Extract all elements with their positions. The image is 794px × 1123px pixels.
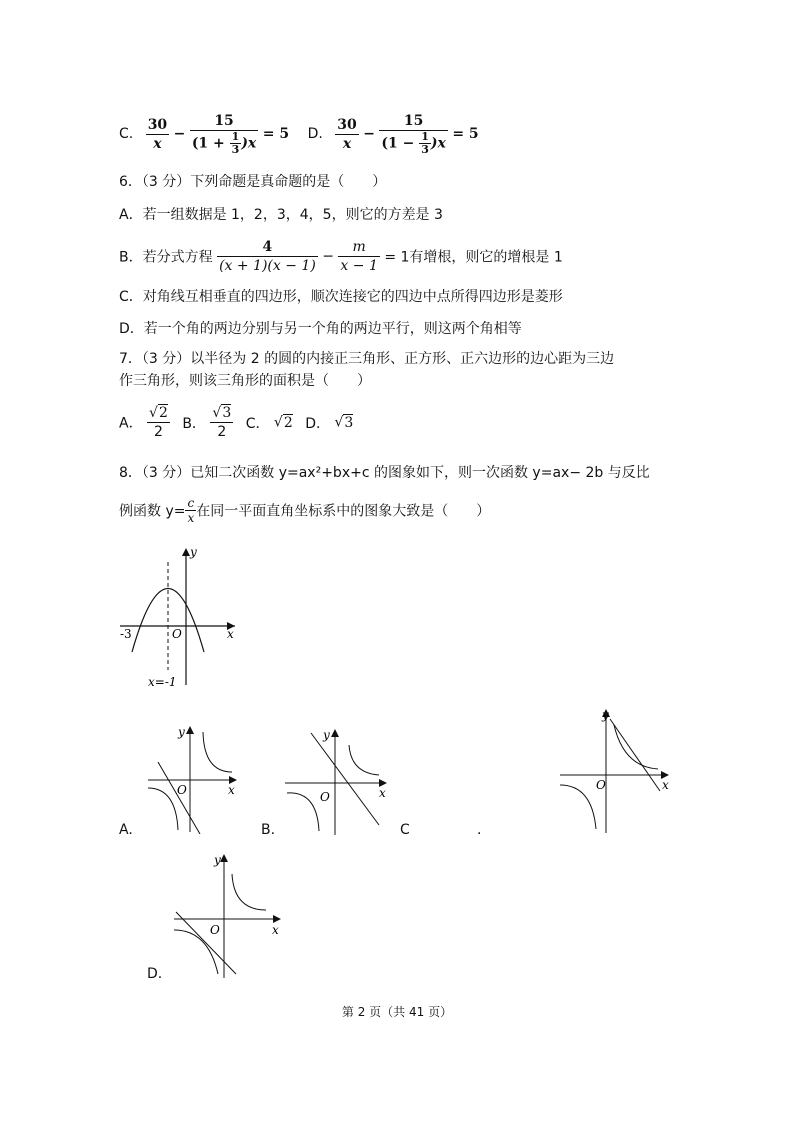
- y-axis-label: y: [190, 545, 197, 559]
- svg-text:y: y: [602, 708, 609, 722]
- q5-options: C. $\frac{30}{x}$ − 15 (1 + $\frac{1}{3}$ )x = 5 D. $\frac{30}{x}$ − 15 (1 − $\frac{1}{3}$ )x = 5: [119, 113, 479, 156]
- svg-text:O: O: [210, 923, 220, 937]
- option-d-label: D.: [147, 966, 163, 982]
- q6-option-b: B．若分式方程 $\frac{4}{(x + 1)(x - 1)}$ − $\frac{m}{x - 1}$ = 1有增根，则它的增根是 1: [119, 239, 563, 274]
- q8-stem-line1: 8．（3 分）已知二次函数 y=ax²+bx+c 的图象如下，则一次函数 y=ax− 2b 与反比: [119, 465, 650, 481]
- page-footer: 第 2 页（共 41 页）: [341, 1005, 453, 1019]
- option-b-label: B.: [261, 822, 276, 838]
- neg3-label: -3: [120, 627, 132, 641]
- q6-stem: 6．（3 分）下列命题是真命题的是（ ）: [119, 174, 387, 190]
- parabola-graph: [110, 540, 250, 690]
- svg-text:O: O: [320, 790, 330, 804]
- svg-text:x: x: [379, 786, 386, 800]
- q8-stem-line2: 例函数 y= $\frac{c}{x}$ 在同一平面直角坐标系中的图象大致是（ ）: [119, 496, 491, 525]
- q5-d-frac2: 15 (1 − $\frac{1}{3}$ )x: [381, 113, 446, 156]
- q6-option-c: C．对角线互相垂直的四边形，顺次连接它的四边中点所得四边形是菱形: [119, 289, 563, 305]
- q7-b-frac: $\frac{√3}{2}$: [212, 405, 232, 440]
- svg-text:y: y: [178, 725, 185, 739]
- q6-b-frac2: $\frac{m}{x - 1}$: [340, 239, 378, 274]
- q8-frac: $\frac{c}{x}$: [187, 496, 195, 525]
- svg-text:O: O: [177, 783, 187, 797]
- option-c-graph: [556, 705, 676, 835]
- q7-c-sqrt: √2: [273, 414, 293, 431]
- option-a-label: A.: [119, 822, 133, 838]
- q6-b-frac1: $\frac{4}{(x + 1)(x - 1)}$: [219, 239, 316, 274]
- q7-stem-line2: 作三角形，则该三角形的面积是（ ）: [119, 373, 371, 389]
- q5-c-label: C.: [119, 126, 134, 142]
- q5-c-frac2: 15 (1 + $\frac{1}{3}$ )x: [191, 113, 257, 156]
- svg-text:O: O: [596, 778, 606, 792]
- q7-stem-line1: 7．（3 分）以半径为 2 的圆的内接正三角形、正方形、正六边形的边心距为三边: [119, 351, 615, 367]
- svg-text:x: x: [272, 923, 279, 937]
- x-axis-label: x: [227, 627, 234, 641]
- option-c-label: C: [400, 822, 410, 838]
- q7-a-frac: $\frac{√2}{2}$: [149, 405, 168, 440]
- option-a-graph: [140, 722, 245, 837]
- q5-d-label: D.: [307, 126, 323, 142]
- svg-text:x: x: [228, 783, 235, 797]
- svg-text:x: x: [662, 778, 669, 792]
- q6-option-d: D．若一个角的两边分别与另一个角的两边平行，则这两个角相等: [119, 321, 522, 337]
- q6-option-a: A．若一组数据是 1，2，3，4，5，则它的方差是 3: [119, 207, 443, 223]
- q7-d-sqrt: √3: [334, 414, 354, 431]
- q5-c-frac1: $\frac{30}{x}$: [147, 116, 168, 152]
- q5-d-frac1: $\frac{30}{x}$: [337, 116, 357, 152]
- q7-options: A． $\frac{√2}{2}$ B． $\frac{√3}{2}$ C． √2 D． √3: [119, 405, 354, 440]
- svg-text:y: y: [214, 853, 221, 867]
- option-b-graph: [283, 725, 393, 840]
- symmetry-axis-label: x=-1: [148, 675, 177, 689]
- svg-text:y: y: [323, 728, 330, 742]
- option-c-dot: .: [477, 822, 482, 838]
- origin-label: O: [172, 627, 182, 641]
- option-d-graph: [170, 852, 285, 982]
